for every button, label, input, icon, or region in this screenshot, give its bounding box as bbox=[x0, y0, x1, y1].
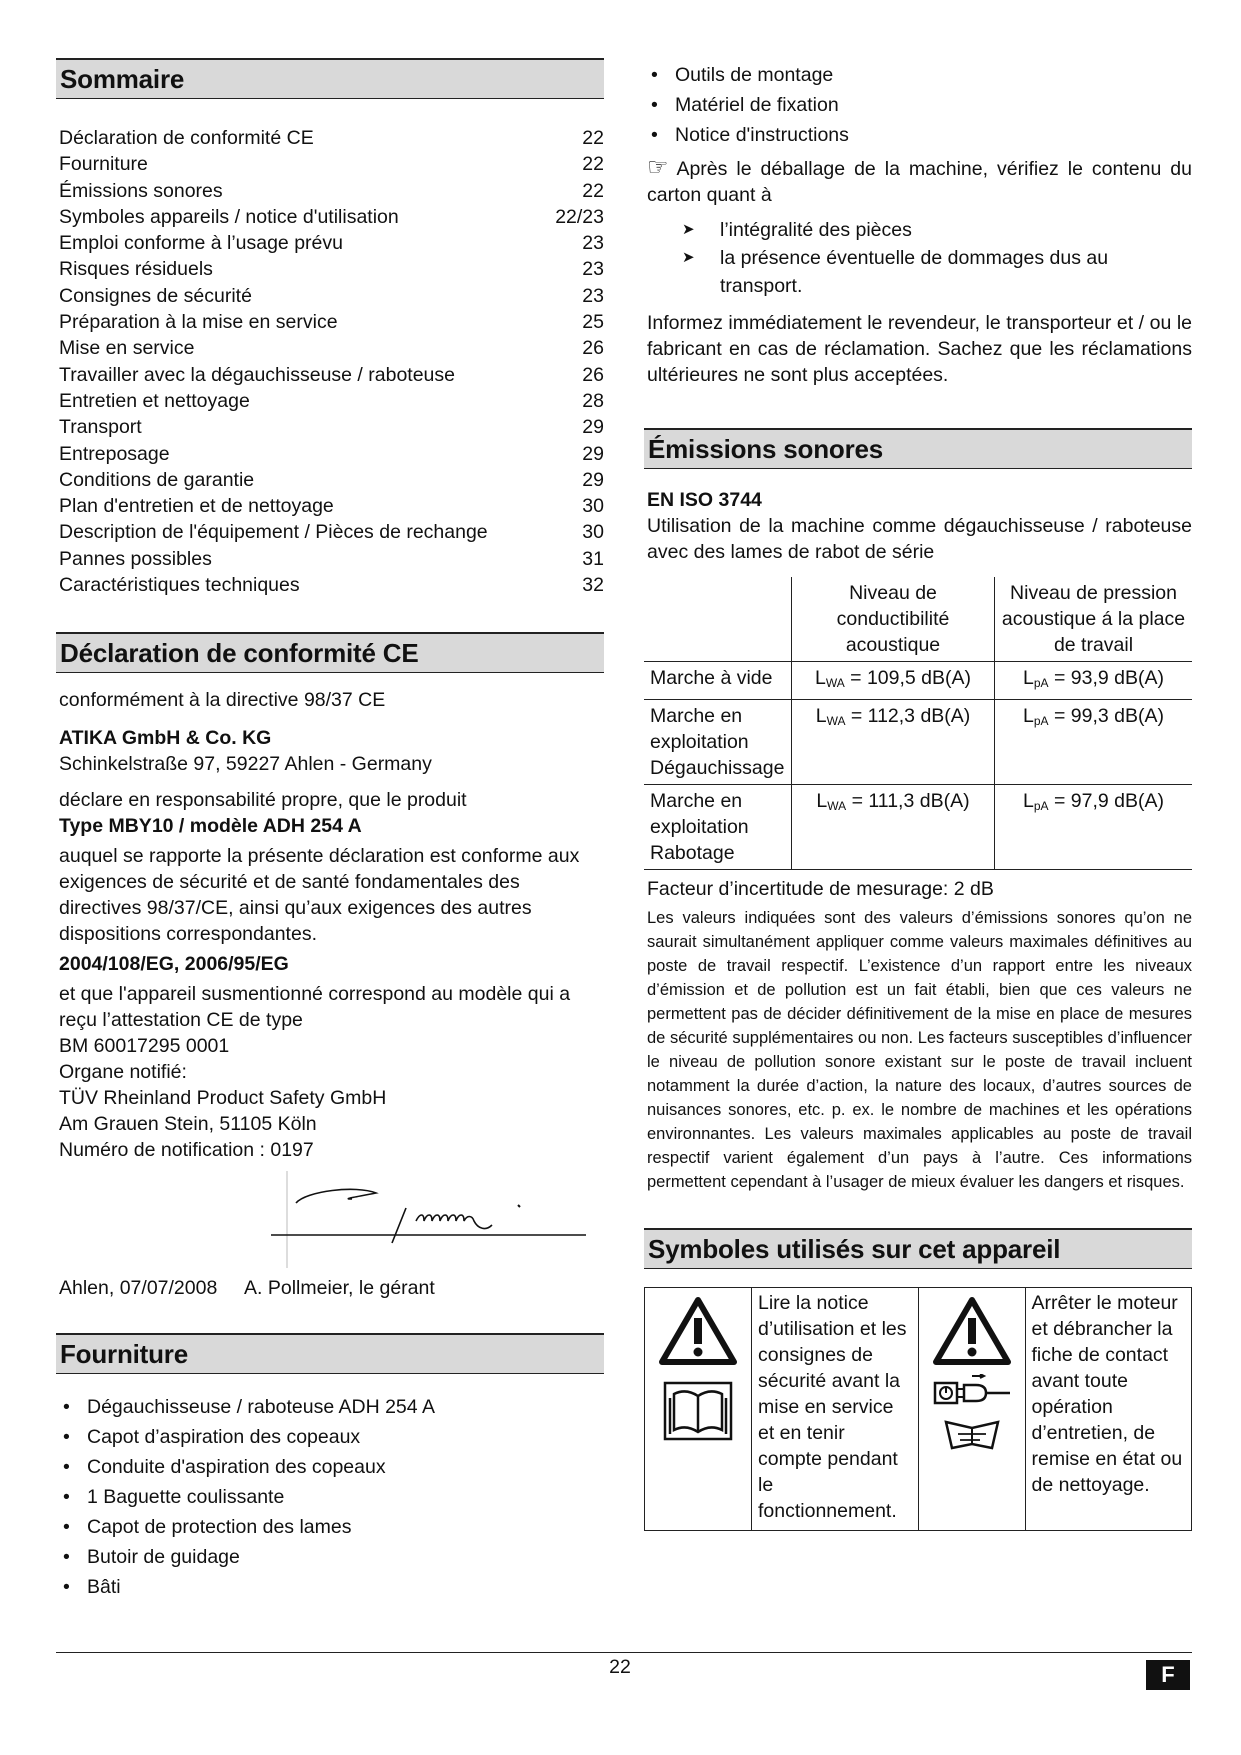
toc-page-number: 25 bbox=[582, 311, 604, 334]
toc-label: Description de l'équipement / Pièces de rechange bbox=[59, 521, 488, 544]
toc-label: Entreposage bbox=[59, 442, 170, 465]
lpa-value: $L_{pA} = 97,9$ dB(A) bbox=[995, 785, 1193, 870]
signature-caption bbox=[56, 1275, 604, 1301]
list-item: • Capot d’aspiration des copeaux bbox=[59, 1422, 604, 1452]
list-item: ➤ la présence éventuelle de dommages dus au transport. bbox=[682, 244, 1192, 300]
company-name: ATIKA GmbH & Co. KG bbox=[59, 727, 272, 750]
unplug-icon bbox=[932, 1374, 1012, 1408]
toc-page-number: 29 bbox=[582, 442, 604, 465]
toc-label: Entretien et nettoyage bbox=[59, 389, 250, 412]
toc-entry bbox=[56, 414, 604, 440]
declaration-heading: Déclaration de conformité CE bbox=[56, 632, 604, 673]
notified-body-address: Am Grauen Stein, 51105 Köln bbox=[59, 1113, 317, 1136]
table-header-row bbox=[644, 577, 1192, 662]
book-icon bbox=[662, 1380, 734, 1442]
toc-page-number: 30 bbox=[582, 495, 604, 518]
attestation-text: et que l'appareil susmentionné correspond au modèle qui a reçu l’attestation CE de type bbox=[59, 983, 571, 1032]
row-label: Marche à vide bbox=[644, 662, 792, 700]
toc-label: Symboles appareils / notice d'utilisation bbox=[59, 205, 399, 228]
toc-label: Fourniture bbox=[59, 153, 148, 176]
toc-page-number: 22 bbox=[582, 127, 604, 149]
notified-body-label: Organe notifié: bbox=[59, 1061, 187, 1084]
uncertainty-factor: Facteur d’incertitude de mesurage: 2 dB bbox=[647, 878, 994, 900]
toc-entry bbox=[56, 204, 604, 230]
toc-label: Conditions de garantie bbox=[59, 468, 255, 491]
toc-page-number: 30 bbox=[582, 521, 604, 544]
list-item: • Dégauchisseuse / raboteuse ADH 254 A bbox=[59, 1392, 604, 1422]
row-label: Marche en exploitation Rabotage bbox=[644, 785, 792, 870]
toc-entry bbox=[56, 362, 604, 388]
toc-page-number: 22/23 bbox=[555, 205, 604, 228]
page-number: 22 bbox=[609, 1656, 631, 1678]
toc-entry bbox=[56, 467, 604, 493]
fourniture-list bbox=[56, 1392, 604, 1602]
open-book-icon bbox=[940, 1414, 1004, 1454]
toc-entry bbox=[56, 519, 604, 545]
language-badge: F bbox=[1146, 1660, 1190, 1690]
notification-number: Numéro de notification : 0197 bbox=[59, 1139, 314, 1162]
place-date: Ahlen, 07/07/2008 bbox=[59, 1277, 218, 1300]
toc-label: Travailler avec la dégauchisseuse / raboteuse bbox=[59, 363, 455, 386]
list-item: • Conduite d'aspiration des copeaux bbox=[59, 1452, 604, 1482]
declaration-directive: conformément à la directive 98/37 CE bbox=[59, 689, 386, 712]
toc-label: Transport bbox=[59, 416, 142, 439]
symbol-text: Lire la notice d’utilisation et les consignes de sécurité avant la mise en service et en tenir compte pendant le fonctionnement. bbox=[758, 1292, 907, 1522]
list-item: • Butoir de guidage bbox=[59, 1542, 604, 1572]
toc-entry bbox=[56, 441, 604, 467]
toc-entry bbox=[56, 230, 604, 256]
attestation-number: BM 60017295 0001 bbox=[59, 1035, 230, 1058]
toc-label: Mise en service bbox=[59, 337, 195, 360]
list-item: • Notice d'instructions bbox=[647, 120, 1192, 150]
iso-standard: EN ISO 3744 bbox=[647, 489, 762, 511]
list-item: • Bâti bbox=[59, 1572, 604, 1602]
column-header: Niveau de pression acoustique á la place de travail bbox=[995, 577, 1193, 662]
declares-text: déclare en responsabilité propre, que le produit bbox=[59, 789, 467, 812]
directives-list: 2004/108/EG, 2006/95/EG bbox=[59, 953, 289, 976]
toc-page-number: 28 bbox=[582, 389, 604, 412]
conformity-text: auquel se rapporte la présente déclaration est conforme aux exigences de sécurité et de santé fondamentales des directives 98/37/CE, ainsi qu’aux exigences des autres dispositions correspondantes. bbox=[59, 845, 580, 946]
toc-entry bbox=[56, 388, 604, 414]
notified-body-name: TÜV Rheinland Product Safety GmbH bbox=[59, 1087, 387, 1110]
emissions-heading: Émissions sonores bbox=[644, 428, 1192, 469]
toc-page-number: 22 bbox=[582, 153, 604, 176]
toc-page-number: 29 bbox=[582, 416, 604, 439]
toc-entry bbox=[56, 256, 604, 282]
emissions-note: Les valeurs indiquées sont des valeurs d’émissions sonores qu’on ne saurait simultanément appliquer comme valeurs maximales définitives au poste de travail respectif. L’existence d’un rapport entre les niveaux d’émission et de pollution est un fait établi, bien que ces valeurs ne permettent pas de décider définitivement de la mise en place de mesures de sécurité supplémentaires ou non. Les facteurs susceptibles d’influencer le niveau de pollution sonore existant sur le poste de travail incluent notamment la durée d’action, la nature des locaux, d’autres sources de nuisances sonores, etc. p. ex. le nombre de machines et les opérations environnantes. Les valeurs maximales applicables au poste de travail respectif varient également d’un pays à l’autre. Ces informations permettent cependant à l’usager de mieux évaluer les dangers et risques. bbox=[647, 909, 1192, 1191]
lpa-value: $L_{pA} = 99,3$ dB(A) bbox=[995, 700, 1193, 785]
toc-label: Préparation à la mise en service bbox=[59, 311, 338, 334]
toc-entry bbox=[56, 283, 604, 309]
toc-label: Emploi conforme à l’usage prévu bbox=[59, 232, 343, 255]
warning-icon bbox=[932, 1294, 1012, 1366]
lpa-value: $L_{pA} = 93,9$ dB(A) bbox=[995, 662, 1193, 700]
toc-page-number: 31 bbox=[582, 547, 604, 570]
lwa-value: $L_{WA} = 112,3$ dB(A) bbox=[792, 700, 995, 785]
toc-label: Déclaration de conformité CE bbox=[59, 127, 314, 149]
company-address: Schinkelstraße 97, 59227 Ahlen - Germany bbox=[59, 753, 432, 776]
noise-table bbox=[644, 577, 1192, 870]
lwa-value: $L_{WA} = 111,3$ dB(A) bbox=[792, 785, 995, 870]
toc-entry bbox=[56, 125, 604, 151]
symbols-table bbox=[644, 1287, 1192, 1531]
list-item: • 1 Baguette coulissante bbox=[59, 1482, 604, 1512]
list-item: • Capot de protection des lames bbox=[59, 1512, 604, 1542]
toc-page-number: 23 bbox=[582, 258, 604, 281]
toc-entry bbox=[56, 151, 604, 177]
right-column bbox=[644, 60, 1192, 1531]
fourniture-list-continued bbox=[644, 60, 1192, 150]
symbols-heading: Symboles utilisés sur cet appareil bbox=[644, 1228, 1192, 1269]
toc-entry bbox=[56, 572, 604, 598]
footer-divider bbox=[56, 1652, 1192, 1653]
warning-icon bbox=[658, 1294, 738, 1366]
toc-page-number: 26 bbox=[582, 337, 604, 360]
pointing-hand-icon: ☞ bbox=[647, 154, 669, 181]
toc-entry bbox=[56, 546, 604, 572]
sommaire-heading: Sommaire bbox=[56, 58, 604, 99]
table-row bbox=[644, 700, 1192, 785]
row-label: Marche en exploitation Dégauchissage bbox=[644, 700, 792, 785]
emissions-intro: Utilisation de la machine comme dégauchisseuse / raboteuse avec des lames de rabot de série bbox=[647, 515, 1192, 563]
left-column bbox=[56, 58, 604, 1602]
list-item: ➤ l’intégralité des pièces bbox=[682, 216, 1192, 244]
toc-entry bbox=[56, 178, 604, 204]
toc-label: Caractéristiques techniques bbox=[59, 574, 300, 597]
column-header: Niveau de conductibilité acoustique bbox=[792, 577, 995, 662]
symbol-text: Arrêter le moteur et débrancher la fiche de contact avant toute opération d’entretien, de remise en état ou de nettoyage. bbox=[1031, 1292, 1183, 1496]
check-list bbox=[644, 216, 1192, 300]
check-intro: ☞ Après le déballage de la machine, vérifiez le contenu du carton quant à bbox=[647, 154, 1193, 206]
symbol-cell-unplug bbox=[918, 1288, 1192, 1530]
toc-label: Pannes possibles bbox=[59, 547, 212, 570]
toc-page-number: 29 bbox=[582, 468, 604, 491]
list-item: • Matériel de fixation bbox=[647, 90, 1192, 120]
toc-label: Plan d'entretien et de nettoyage bbox=[59, 495, 334, 518]
fourniture-heading: Fourniture bbox=[56, 1333, 604, 1374]
toc-page-number: 26 bbox=[582, 363, 604, 386]
toc-page-number: 32 bbox=[582, 574, 604, 597]
table-row bbox=[644, 662, 1192, 700]
table-of-contents bbox=[56, 125, 604, 598]
toc-page-number: 23 bbox=[582, 284, 604, 307]
toc-entry bbox=[56, 493, 604, 519]
signature-area bbox=[56, 1163, 604, 1273]
symbol-cell-read-manual bbox=[645, 1288, 918, 1530]
signature-image bbox=[56, 1163, 604, 1273]
toc-label: Émissions sonores bbox=[59, 179, 223, 202]
toc-page-number: 22 bbox=[582, 179, 604, 202]
toc-label: Consignes de sécurité bbox=[59, 284, 252, 307]
signatory: A. Pollmeier, le gérant bbox=[244, 1277, 435, 1300]
toc-entry bbox=[56, 309, 604, 335]
table-row bbox=[644, 785, 1192, 870]
list-item: • Outils de montage bbox=[647, 60, 1192, 90]
inform-text: Informez immédiatement le revendeur, le transporteur et / ou le fabricant en cas de réclamation. Sachez que les réclamations ultérieures ne sont plus acceptées. bbox=[647, 312, 1192, 386]
lwa-value: $L_{WA} = 109,5$ dB(A) bbox=[792, 662, 995, 700]
product-type: Type MBY10 / modèle ADH 254 A bbox=[59, 815, 362, 838]
toc-page-number: 23 bbox=[582, 232, 604, 255]
toc-label: Risques résiduels bbox=[59, 258, 213, 281]
toc-entry bbox=[56, 335, 604, 361]
